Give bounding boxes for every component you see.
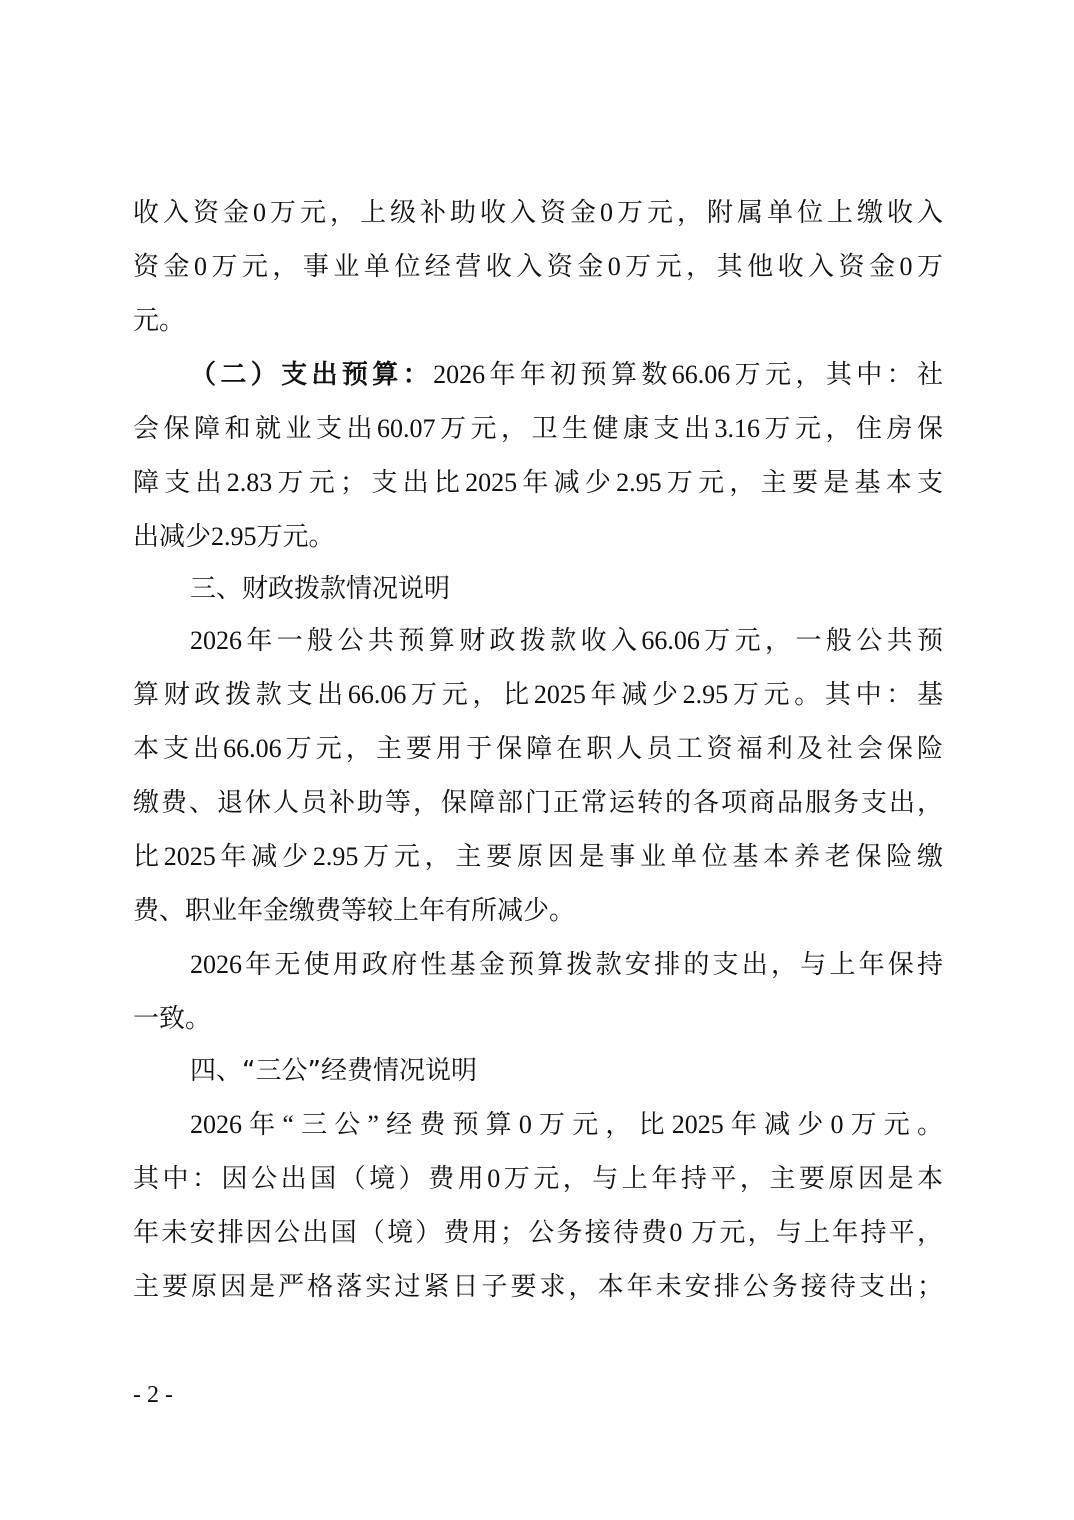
text-line: 收入资金0万元，上级补助收入资金0万元，附属单位上缴收入: [133, 198, 943, 227]
text-line: 本支出66.06万元，主要用于保障在职人员工资福利及社会保险: [133, 734, 943, 763]
text-line: 2026年一般公共预算财政拨款收入66.06万元，一般公共预: [190, 626, 943, 655]
text-line: 缴费、退休人员补助等，保障部门正常运转的各项商品服务支出，: [133, 788, 943, 817]
text-line: 出减少2.95万元。: [133, 522, 335, 551]
text-line: 年未安排因公出国（境）费用；公务接待费0 万元，与上年持平，: [133, 1218, 943, 1247]
text-line: 其中：因公出国（境）费用0万元，与上年持平，主要原因是本: [133, 1164, 943, 1193]
expense-text: 2026年年初预算数66.06万元，其中：社: [433, 360, 943, 389]
page-number: - 2 -: [133, 1382, 173, 1408]
text-line: 算财政拨款支出66.06万元，比2025年减少2.95万元。其中：基: [133, 680, 943, 709]
text-line: 障支出2.83万元；支出比2025年减少2.95万元，主要是基本支: [133, 468, 943, 497]
text-line: 会保障和就业支出60.07万元，卫生健康支出3.16万元，住房保: [133, 414, 943, 443]
text-line: 资金0万元，事业单位经营收入资金0万元，其他收入资金0万: [133, 252, 943, 281]
text-line: 比2025年减少2.95万元，主要原因是事业单位基本养老保险缴: [133, 842, 943, 871]
text-line: 元。: [133, 306, 186, 335]
section-heading: 四、“三公”经费情况说明: [190, 1056, 477, 1086]
section-heading: 三、财政拨款情况说明: [190, 574, 451, 604]
text-line: 2026年“三公”经费预算0万元，比2025年减少0万元。: [190, 1110, 943, 1139]
text-line: 主要原因是严格落实过紧日子要求，本年未安排公务接待支出；: [133, 1272, 943, 1301]
text-line: 2026年无使用政府性基金预算拨款安排的支出，与上年保持: [190, 950, 943, 979]
expense-label: （二）支出预算：: [190, 360, 434, 390]
expense-paragraph-first-line: [190, 358, 943, 392]
text-line: 费、职业年金缴费等较上年有所减少。: [133, 896, 576, 925]
text-line: 一致。: [133, 1004, 212, 1033]
